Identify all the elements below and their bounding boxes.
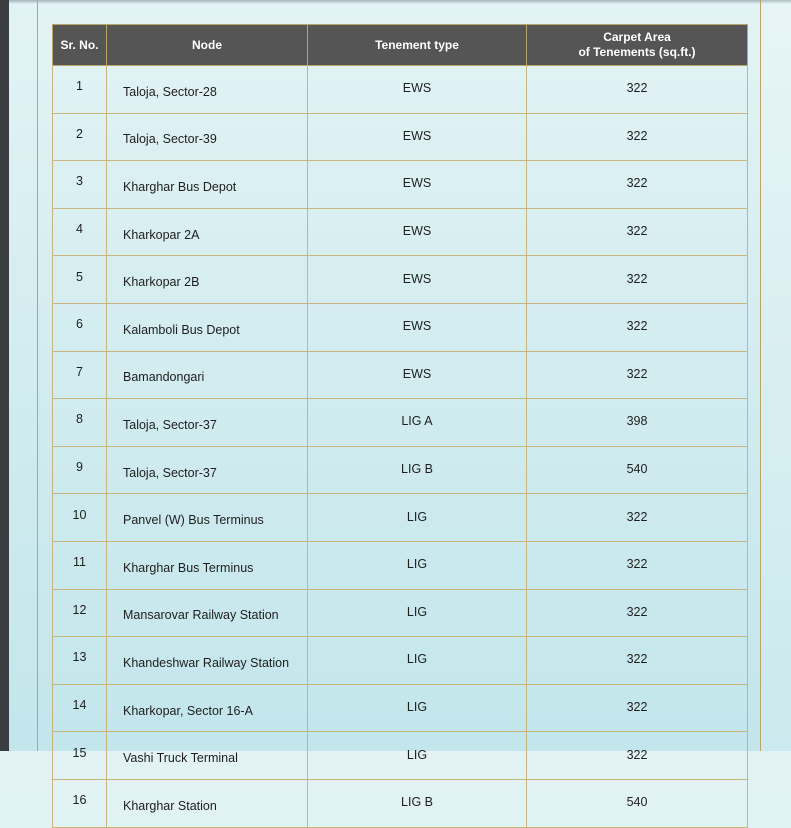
carpet-area-cell: 322 <box>527 541 748 589</box>
table-row <box>53 113 748 161</box>
header-node: Node <box>107 25 308 66</box>
sr-cell: 3 <box>53 161 107 209</box>
carpet-area-cell: 322 <box>527 66 748 114</box>
right-margin <box>761 0 791 751</box>
sr-cell: 8 <box>53 399 107 447</box>
carpet-area-cell: 540 <box>527 446 748 494</box>
tenement-type-cell: EWS <box>308 113 527 161</box>
tenement-type-cell: EWS <box>308 256 527 304</box>
table-row <box>53 208 748 256</box>
node-cell: Taloja, Sector-37 <box>107 399 308 447</box>
tenement-type-cell: LIG <box>308 541 527 589</box>
sr-cell: 4 <box>53 208 107 256</box>
tenement-type-cell: LIG <box>308 732 527 780</box>
node-cell: Kharkopar 2A <box>107 208 308 256</box>
sr-cell: 10 <box>53 494 107 542</box>
header-sr-no: Sr. No. <box>53 25 107 66</box>
tenement-type-cell: LIG <box>308 589 527 637</box>
table-row <box>53 399 748 447</box>
node-cell: Taloja, Sector-39 <box>107 113 308 161</box>
sr-cell: 1 <box>53 66 107 114</box>
carpet-area-cell: 322 <box>527 684 748 732</box>
table-row <box>53 161 748 209</box>
node-cell: Kharghar Station <box>107 779 308 827</box>
node-cell: Khandeshwar Railway Station <box>107 637 308 685</box>
tenement-type-cell: EWS <box>308 66 527 114</box>
table-row <box>53 684 748 732</box>
table-row <box>53 351 748 399</box>
tenements-table <box>52 24 748 828</box>
sr-cell: 5 <box>53 256 107 304</box>
sr-cell: 6 <box>53 303 107 351</box>
node-cell: Mansarovar Railway Station <box>107 589 308 637</box>
carpet-area-cell: 322 <box>527 256 748 304</box>
node-cell: Kharghar Bus Depot <box>107 161 308 209</box>
sr-cell: 7 <box>53 351 107 399</box>
carpet-area-cell: 322 <box>527 732 748 780</box>
sr-cell: 15 <box>53 732 107 780</box>
tenement-type-cell: LIG <box>308 494 527 542</box>
table-row <box>53 303 748 351</box>
tenement-type-cell: LIG B <box>308 779 527 827</box>
tenement-type-cell: LIG <box>308 684 527 732</box>
node-cell: Vashi Truck Terminal <box>107 732 308 780</box>
tenement-type-cell: LIG <box>308 637 527 685</box>
node-cell: Bamandongari <box>107 351 308 399</box>
table-row <box>53 637 748 685</box>
node-cell: Taloja, Sector-28 <box>107 66 308 114</box>
carpet-area-cell: 322 <box>527 589 748 637</box>
node-cell: Taloja, Sector-37 <box>107 446 308 494</box>
carpet-area-cell: 322 <box>527 208 748 256</box>
sr-cell: 12 <box>53 589 107 637</box>
table-row <box>53 494 748 542</box>
tenement-type-cell: EWS <box>308 208 527 256</box>
header-tenement-type: Tenement type <box>308 25 527 66</box>
carpet-area-cell: 398 <box>527 399 748 447</box>
carpet-area-cell: 322 <box>527 303 748 351</box>
table-row <box>53 779 748 827</box>
carpet-area-cell: 322 <box>527 161 748 209</box>
table-header-row <box>53 25 748 66</box>
node-cell: Kharghar Bus Terminus <box>107 541 308 589</box>
tenement-type-cell: LIG B <box>308 446 527 494</box>
tenement-type-cell: LIG A <box>308 399 527 447</box>
tenement-type-cell: EWS <box>308 303 527 351</box>
sr-cell: 16 <box>53 779 107 827</box>
header-carpet-area-line1: Carpet Area <box>603 30 671 44</box>
header-carpet-area-line2: of Tenements (sq.ft.) <box>578 45 696 59</box>
frame-border-left <box>37 0 38 751</box>
sr-cell: 14 <box>53 684 107 732</box>
table-row <box>53 446 748 494</box>
table-row <box>53 541 748 589</box>
carpet-area-cell: 540 <box>527 779 748 827</box>
table-row <box>53 66 748 114</box>
carpet-area-cell: 322 <box>527 351 748 399</box>
carpet-area-cell: 322 <box>527 494 748 542</box>
top-shadow <box>9 0 791 4</box>
sr-cell: 11 <box>53 541 107 589</box>
sr-cell: 13 <box>53 637 107 685</box>
sr-cell: 9 <box>53 446 107 494</box>
tenement-type-cell: EWS <box>308 161 527 209</box>
sr-cell: 2 <box>53 113 107 161</box>
window-edge <box>0 0 9 751</box>
carpet-area-cell: 322 <box>527 113 748 161</box>
table-row <box>53 256 748 304</box>
node-cell: Kalamboli Bus Depot <box>107 303 308 351</box>
node-cell: Kharkopar, Sector 16-A <box>107 684 308 732</box>
tenement-type-cell: EWS <box>308 351 527 399</box>
table-row <box>53 732 748 780</box>
header-carpet-area <box>527 25 748 66</box>
table-row <box>53 589 748 637</box>
node-cell: Kharkopar 2B <box>107 256 308 304</box>
node-cell: Panvel (W) Bus Terminus <box>107 494 308 542</box>
carpet-area-cell: 322 <box>527 637 748 685</box>
